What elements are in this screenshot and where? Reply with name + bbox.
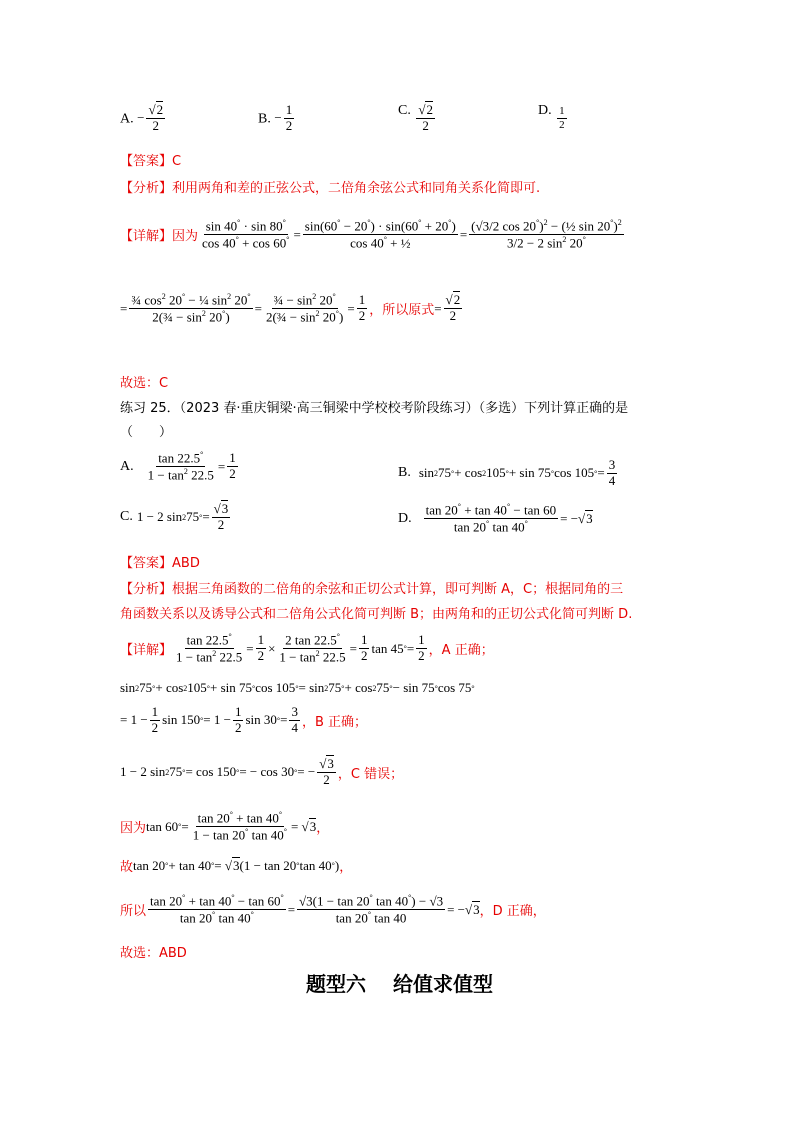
q25-answer xyxy=(120,552,200,571)
q25-detail-b-line2 xyxy=(120,705,367,736)
answer-value: C xyxy=(172,154,182,169)
q25-c-wrong: ，C 错误； xyxy=(337,766,404,782)
q24-detail-line2 xyxy=(120,292,464,326)
q25-detail-d-line2: 故 tan 20 ° + tan 40 ° = √ 3 (1 − tan 20 ° tan 40 ° ) ， xyxy=(120,857,353,875)
q25-answer-tag: 【答案】 xyxy=(120,556,173,571)
q25-header: 练习 25．（2023 春·重庆铜梁·高三铜梁中学校校考阶段练习）（多选）下列计算正确的是 xyxy=(120,401,629,416)
q25-a-label: A. xyxy=(120,458,134,474)
option-a xyxy=(120,103,167,134)
q25-analysis-line1 xyxy=(120,578,623,597)
q25-analysis-text1: 根据三角函数的二倍角的余弦和正切公式计算，即可判断 A，C；根据同角的三 xyxy=(172,582,624,597)
q25-option-b xyxy=(398,458,619,489)
q25-b-correct: ，B 正确； xyxy=(301,714,367,730)
q25-choice: 故选：ABD xyxy=(120,946,187,961)
option-c-value: $\frac{√2}{2}$ xyxy=(418,102,433,133)
q25-b-label: B. xyxy=(398,465,411,481)
q25-detail-b-expr: = 1 − $\frac{1}{2}$ sin 150 ° = 1 − $\frac{1}{2}$ sin 30 ° = $\frac{3}{4}$ xyxy=(120,704,298,735)
q25-option-d xyxy=(398,502,593,536)
section-title: 题型六 给值求值型 xyxy=(306,972,493,996)
detail-because: 因为 xyxy=(172,229,199,245)
q25-analysis-tag: 【分析】 xyxy=(120,582,173,597)
q25-detail-b-line1: sin 2 75 ° + cos 2 105 ° + sin 75 ° cos 105 ° = sin 2 75 ° + cos 2 75 ° − sin 75 ° cos 75 ° xyxy=(120,680,475,695)
option-d-label: D. xyxy=(538,103,552,118)
q25-detail-d-line1: 因为 tan 60 ° = $\frac{\tan 20^\circ + \tan 40^\circ}{1 - \tan 20^\circ \tan 40^\circ}$ = √ 3 ， xyxy=(120,810,330,843)
q25-detail-d-expr3: $\frac{\tan 20^\circ + \tan 40^\circ - \tan 60^\circ}{\tan 20^\circ \tan 40^\circ}$ = $\frac{√3(1 - \tan 20^\circ \tan 40^\circ) - √3}{\tan 20^\circ \tan 40}$ = −√ 3 xyxy=(150,893,480,926)
option-d xyxy=(538,103,569,131)
analysis-text: 利用两角和差的正弦公式，二倍角余弦公式和同角关系化简即可. xyxy=(172,181,541,196)
q24-eq1: $\frac{\sin 40^\circ \cdot \sin 80^\circ}{\cos 40^\circ + \cos 60^\circ}$ = $\frac{\sin(60^\circ - 20^\circ) \cdot \sin(60^\circ + 20^\circ)}{\cos 40^\circ + \frac{1}{2}}$ = $\frac{(√3/2 \cos 20^\circ)^2 - (\frac{1}{2} \sin 20^\circ)^2}{3/2 - 2 \sin^2 20^\circ}$ xyxy=(202,218,622,251)
q25-analysis-line2: 角函数关系以及诱导公式和二倍角公式化简可判断 B；由两角和的正切公式化简可判断 D. xyxy=(120,607,633,622)
answer-tag: 【答案】 xyxy=(120,154,173,169)
q24-result: = $\frac{√2}{2}$ xyxy=(434,292,461,324)
q24-choice: 故选：C xyxy=(120,376,169,391)
q25-detail-a xyxy=(120,632,494,666)
q25-detail-d-line3 xyxy=(120,893,546,927)
option-a-value: − $\frac{√2}{2}$ xyxy=(137,102,164,133)
option-a-label: A. xyxy=(120,111,134,127)
q25-because: 因为 xyxy=(120,821,147,837)
q24-detail-line1 xyxy=(120,218,626,252)
detail-tag: 【详解】 xyxy=(120,229,173,245)
q25-d-correct: ，D 正确， xyxy=(479,904,546,920)
q25-a-correct: ，A 正确； xyxy=(428,643,494,659)
q25-blank: （ ） xyxy=(120,425,173,440)
option-b xyxy=(258,103,296,134)
q25-c-expr: 1 − 2 sin 2 75 ° = $\frac{√3}{2}$ xyxy=(136,501,229,532)
q25-c-label: C. xyxy=(120,509,133,525)
q25-detail-c-expr: 1 − 2 sin 2 75 ° = cos 150 ° = − cos 30 ° = − $\frac{√3}{2}$ xyxy=(120,756,334,787)
q25-so-suoyi: 所以 xyxy=(120,904,147,920)
q25-option-c xyxy=(120,502,232,533)
option-b-label: B. xyxy=(258,111,271,127)
q24-answer xyxy=(120,150,181,169)
option-d-value: $\frac{1}{2}$ xyxy=(559,105,565,131)
q25-a-expr: $\frac{\tan 22.5^\circ}{1 - \tan^2 22.5}$ = $\frac{1}{2}$ xyxy=(147,450,236,483)
q24-eq2: = $\frac{\frac{3}{4} \cos^2 20^\circ - \frac{1}{4} \sin^2 20^\circ}{2(\frac{3}{4} - \sin^2 20^\circ)}$ = $\frac{\frac{3}{4} - \sin^2 20^\circ}{2(\frac{3}{4} - \sin^2 20^\circ)}$ = $\frac{1}{2}$ xyxy=(120,292,366,325)
q25-d-expr: $\frac{\tan 20^\circ + \tan 40^\circ - \tan 60}{\tan 20^\circ \tan 40^\circ}$ = −√ 3 xyxy=(425,502,593,535)
q25-detail-a-expr: $\frac{\tan 22.5^\circ}{1 - \tan^2 22.5}$ = $\frac{1}{2}$ × $\frac{2 \tan 22.5^\circ}{1 - \tan^2 22.5}$ = $\frac{1}{2}$ tan 45 ° = $\frac{1}{2}$ xyxy=(176,632,425,665)
q25-detail-c xyxy=(120,757,403,788)
q25-option-a xyxy=(120,450,240,484)
option-c xyxy=(398,103,437,134)
q25-so-gu: 故 xyxy=(120,860,134,875)
q25-detail-d-expr1: tan 60 ° = $\frac{\tan 20^\circ + \tan 40^\circ}{1 - \tan 20^\circ \tan 40^\circ}$ = √ 3 xyxy=(146,810,317,843)
q25-d-label: D. xyxy=(398,510,412,526)
q25-b-expr: sin 2 75 ° + cos 2 105 ° + sin 75 ° cos 105 ° = $\frac{3}{4}$ xyxy=(418,457,616,488)
analysis-tag: 【分析】 xyxy=(120,181,173,196)
option-b-value: − $\frac{1}{2}$ xyxy=(274,102,293,133)
q25-detail-d-expr2: tan 20 ° + tan 40 ° = √ 3 (1 − tan 20 ° tan 40 ° ) xyxy=(133,857,340,873)
q24-analysis xyxy=(120,177,540,196)
option-c-label: C. xyxy=(398,103,411,118)
detail-so: ，所以原式 xyxy=(369,303,435,319)
q25-detail-tag: 【详解】 xyxy=(120,643,173,659)
q25-answer-value: ABD xyxy=(172,556,200,571)
